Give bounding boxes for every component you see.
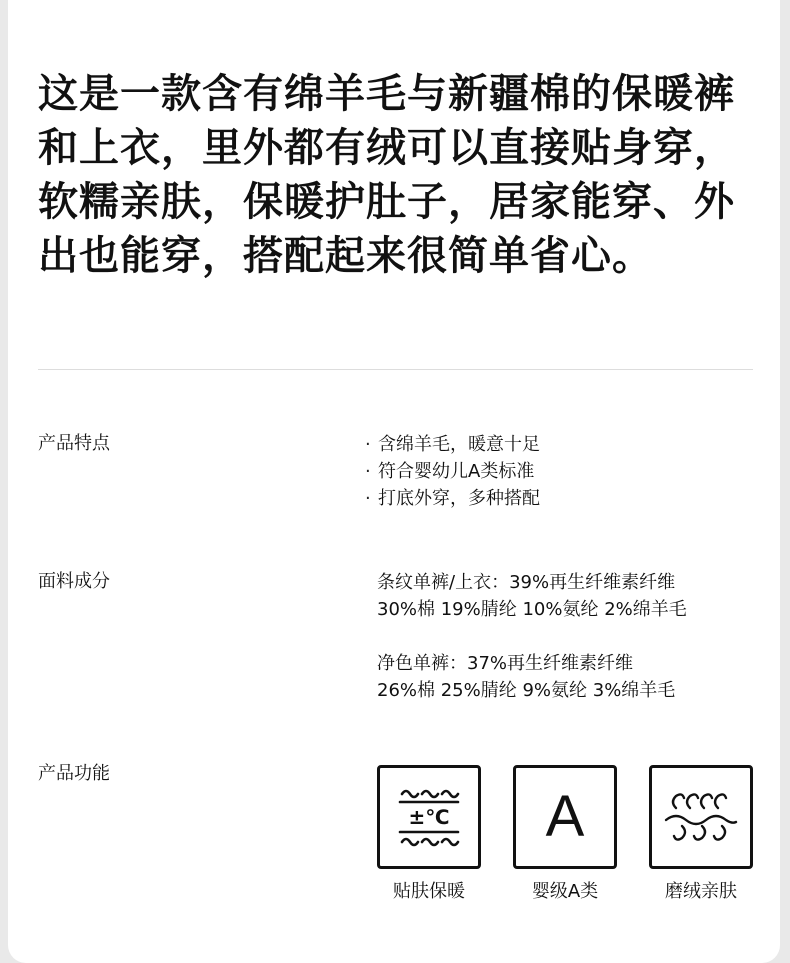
fabric-line: 条纹单裤/上衣：39%再生纤维素纤维 xyxy=(377,572,676,593)
section-divider xyxy=(38,369,753,370)
product-intro-text: 这是一款含有绵羊毛与新疆棉的保暖裤和上衣，里外都有绒可以直接贴身穿，软糯亲肤，保暖护肚子，居家能穿、外出也能穿，搭配起来很简单省心。 xyxy=(38,71,735,279)
functions-label: 产品功能 xyxy=(38,763,110,784)
fabric-line: 30%棉 19%腈纶 10%氨纶 2%绵羊毛 xyxy=(377,599,687,620)
fabric-line: 净色单裤：37%再生纤维素纤维 xyxy=(377,653,634,674)
brushed-fleece-icon xyxy=(649,765,753,869)
bullet: · xyxy=(365,488,371,509)
function-grade-a xyxy=(513,765,617,905)
feature-text: 符合婴幼儿A类标准 xyxy=(378,461,535,482)
feature-item xyxy=(364,431,540,458)
function-caption: 磨绒亲肤 xyxy=(665,881,737,902)
feature-text: 含绵羊毛，暖意十足 xyxy=(378,434,540,455)
product-detail-card xyxy=(8,0,780,963)
features-label: 产品特点 xyxy=(38,433,110,454)
fabric-group-solid xyxy=(377,650,675,704)
fabric-line: 26%棉 25%腈纶 9%氨纶 3%绵羊毛 xyxy=(377,680,676,701)
bullet: · xyxy=(365,434,371,455)
function-caption: 婴级A类 xyxy=(531,881,599,902)
temperature-symbol: ±℃ xyxy=(408,805,450,829)
function-warmth xyxy=(377,765,481,905)
feature-text: 打底外穿，多种搭配 xyxy=(378,488,540,509)
function-caption: 贴肤保暖 xyxy=(393,881,465,902)
features-list xyxy=(364,431,540,512)
thermal-warmth-icon xyxy=(377,765,481,869)
function-fleece xyxy=(649,765,753,905)
bullet: · xyxy=(365,461,371,482)
feature-item xyxy=(364,485,540,512)
grade-a-icon xyxy=(513,765,617,869)
fabric-label: 面料成分 xyxy=(38,571,110,592)
grade-a-letter: A xyxy=(545,784,585,849)
feature-item xyxy=(364,458,540,485)
fabric-group-striped xyxy=(377,569,687,623)
fleece-curls-graphic xyxy=(652,768,750,866)
